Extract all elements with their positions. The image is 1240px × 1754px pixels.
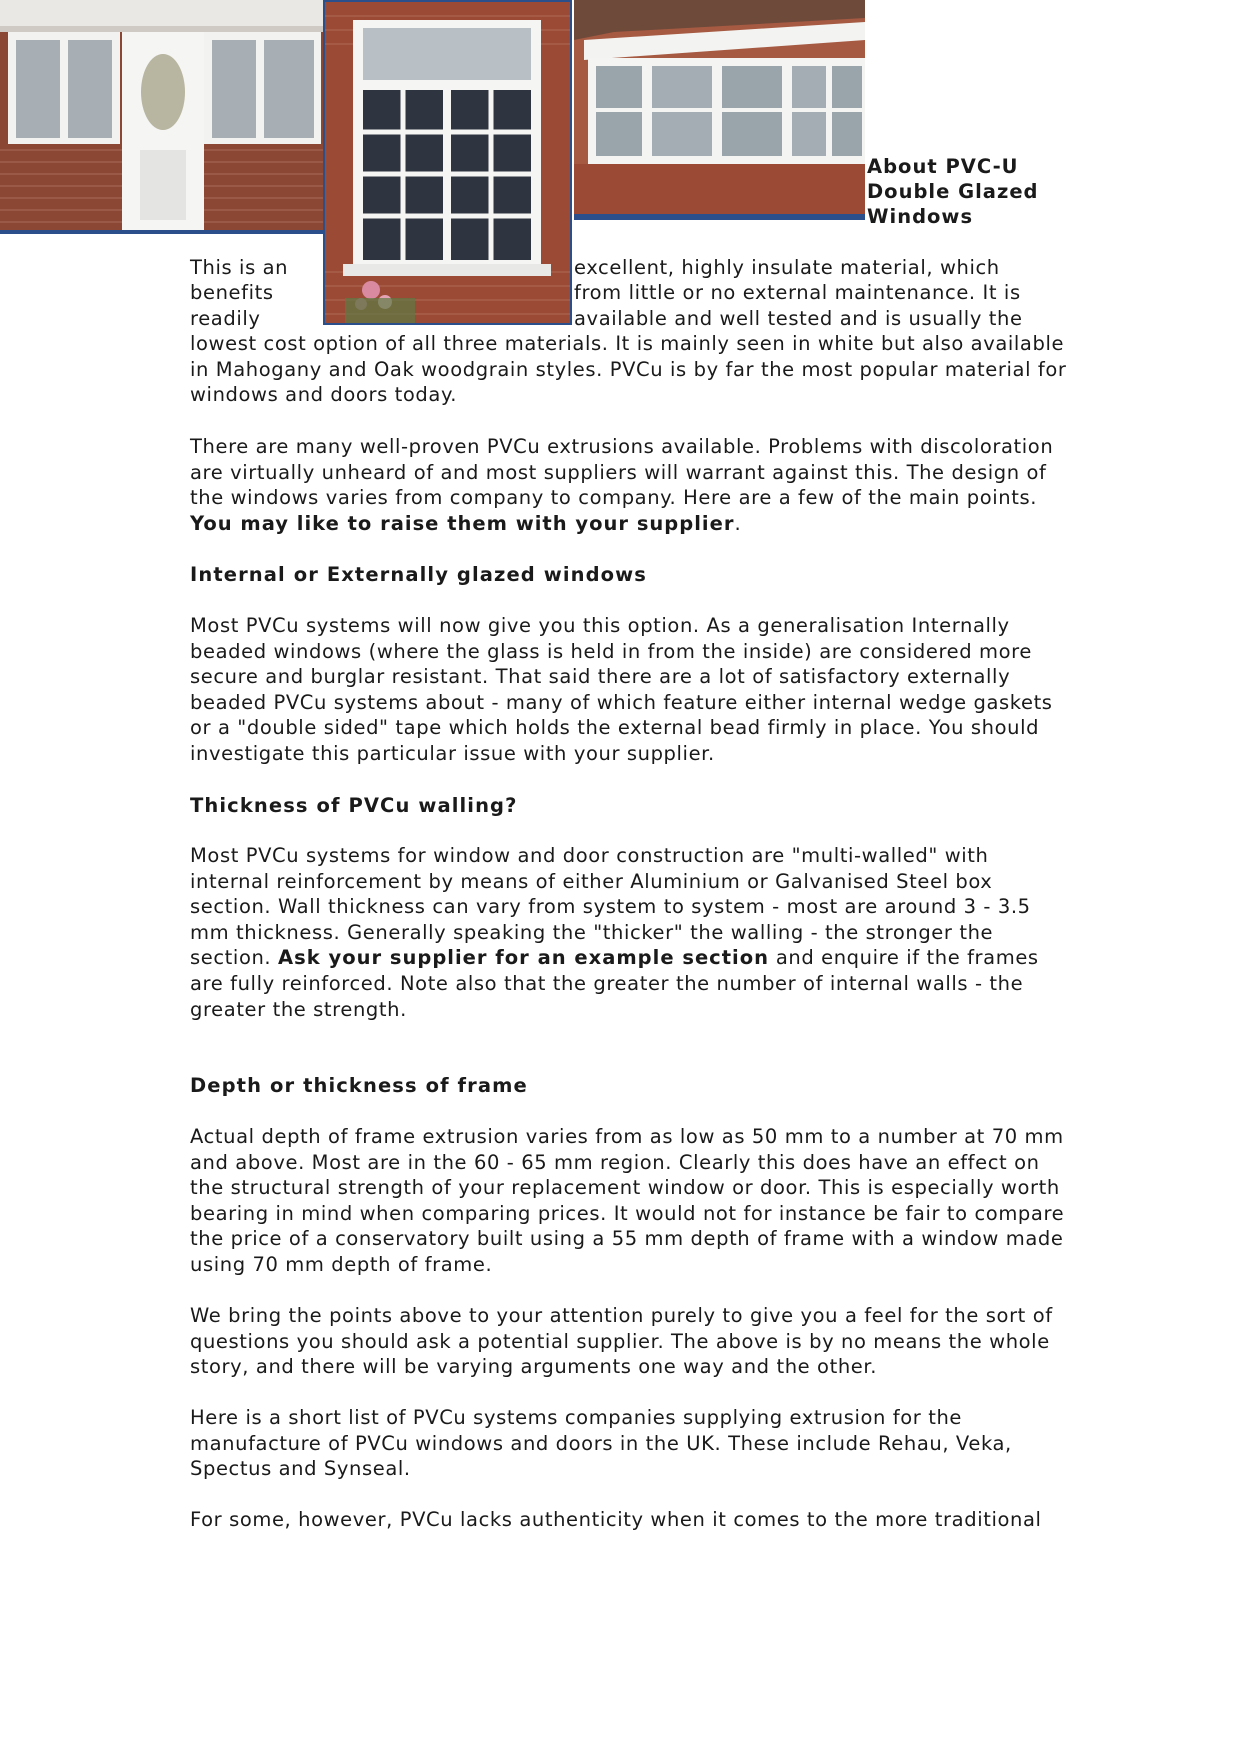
intro-right-line-1: excellent, highly insulate material, which xyxy=(574,256,1000,279)
companies-paragraph: Here is a short list of PVCu systems companies supplying extrusion for the manufacture of PVCu windows and doors in the UK. These include Rehau, Veka, Spectus and Synseal. xyxy=(190,1406,1012,1481)
walling-text: Most PVCu systems for window and door construction are "multi-walled" with internal reinforcement by means of either Aluminium or Galvanised Steel box section. Wall thickness can vary from system to system - most are around 3 - 3.5 mm thickness. Generally speaking the "thicker" the walling - the stronger the section. xyxy=(190,844,1031,970)
page-title: About PVC-U Double Glazed Windows xyxy=(867,155,1039,228)
extrusions-emphasis: You may like to raise them with your supplier xyxy=(190,511,735,535)
walling-tail: and enquire if the frames are fully reinforced. Note also that the greater the number of internal walls - the greater the strength. xyxy=(190,946,1039,1021)
intro-right-line-3: available and well tested and is usually the xyxy=(574,307,1023,330)
extrusions-tail: . xyxy=(734,511,742,535)
frame-depth-paragraph: Actual depth of frame extrusion varies from as low as 50 mm to a number at 70 mm and above. Most are in the 60 - 65 mm region. Clearly this does have an effect on the structural strength of your replacement window or door. This is especially worth bearing in mind when comparing prices. It would not for instance be fair to compare the price of a conservatory built using a 55 mm depth of frame with a window made using 70 mm depth of frame. xyxy=(190,1125,1065,1276)
intro-paragraph: lowest cost option of all three materials. It is mainly seen in white but also available in Mahogany and Oak woodgrain styles. PVCu is by far the most popular material for windows and doors today. xyxy=(190,332,1067,407)
section-heading-walling: Thickness of PVCu walling? xyxy=(190,794,518,817)
walling-paragraph xyxy=(190,843,1070,1022)
intro-right-line-2: from little or no external maintenance. It is xyxy=(574,281,1021,304)
glazing-paragraph: Most PVCu systems will now give you this option. As a generalisation Internally beaded windows (where the glass is held in from the inside) are considered more secure and burglar resistant. That said there are a lot of satisfactory externally beaded PVCu systems about - many of which feature either internal wedge gaskets or a "double sided" tape which holds the external bead firmly in place. You should investigate this particular issue with your supplier. xyxy=(190,614,1053,765)
walling-emphasis: Ask your supplier for an example section xyxy=(278,946,770,970)
section-heading-glazing: Internal or Externally glazed windows xyxy=(190,563,647,586)
extrusions-paragraph xyxy=(190,434,1070,536)
bay-window-photo xyxy=(574,0,865,220)
points-paragraph: We bring the points above to your attention purely to give you a feel for the sort of questions you should ask a potential supplier. The above is by no means the whole story, and there will be varying arguments one way and the other. xyxy=(190,1304,1053,1379)
section-heading-frame-depth: Depth or thickness of frame xyxy=(190,1074,528,1097)
authenticity-paragraph: For some, however, PVCu lacks authenticity when it comes to the more traditional xyxy=(190,1508,1042,1531)
porch-door-photo xyxy=(0,0,325,234)
intro-left-line-2: benefits xyxy=(190,281,274,304)
casement-window-photo xyxy=(323,0,572,325)
intro-left-line-1: This is an xyxy=(190,256,289,279)
intro-left-line-3: readily xyxy=(190,307,261,330)
extrusions-text: There are many well-proven PVCu extrusions available. Problems with discoloration are virtually unheard of and most suppliers will warrant against this. The design of the windows varies from company to company. Here are a few of the main points. xyxy=(190,435,1054,510)
